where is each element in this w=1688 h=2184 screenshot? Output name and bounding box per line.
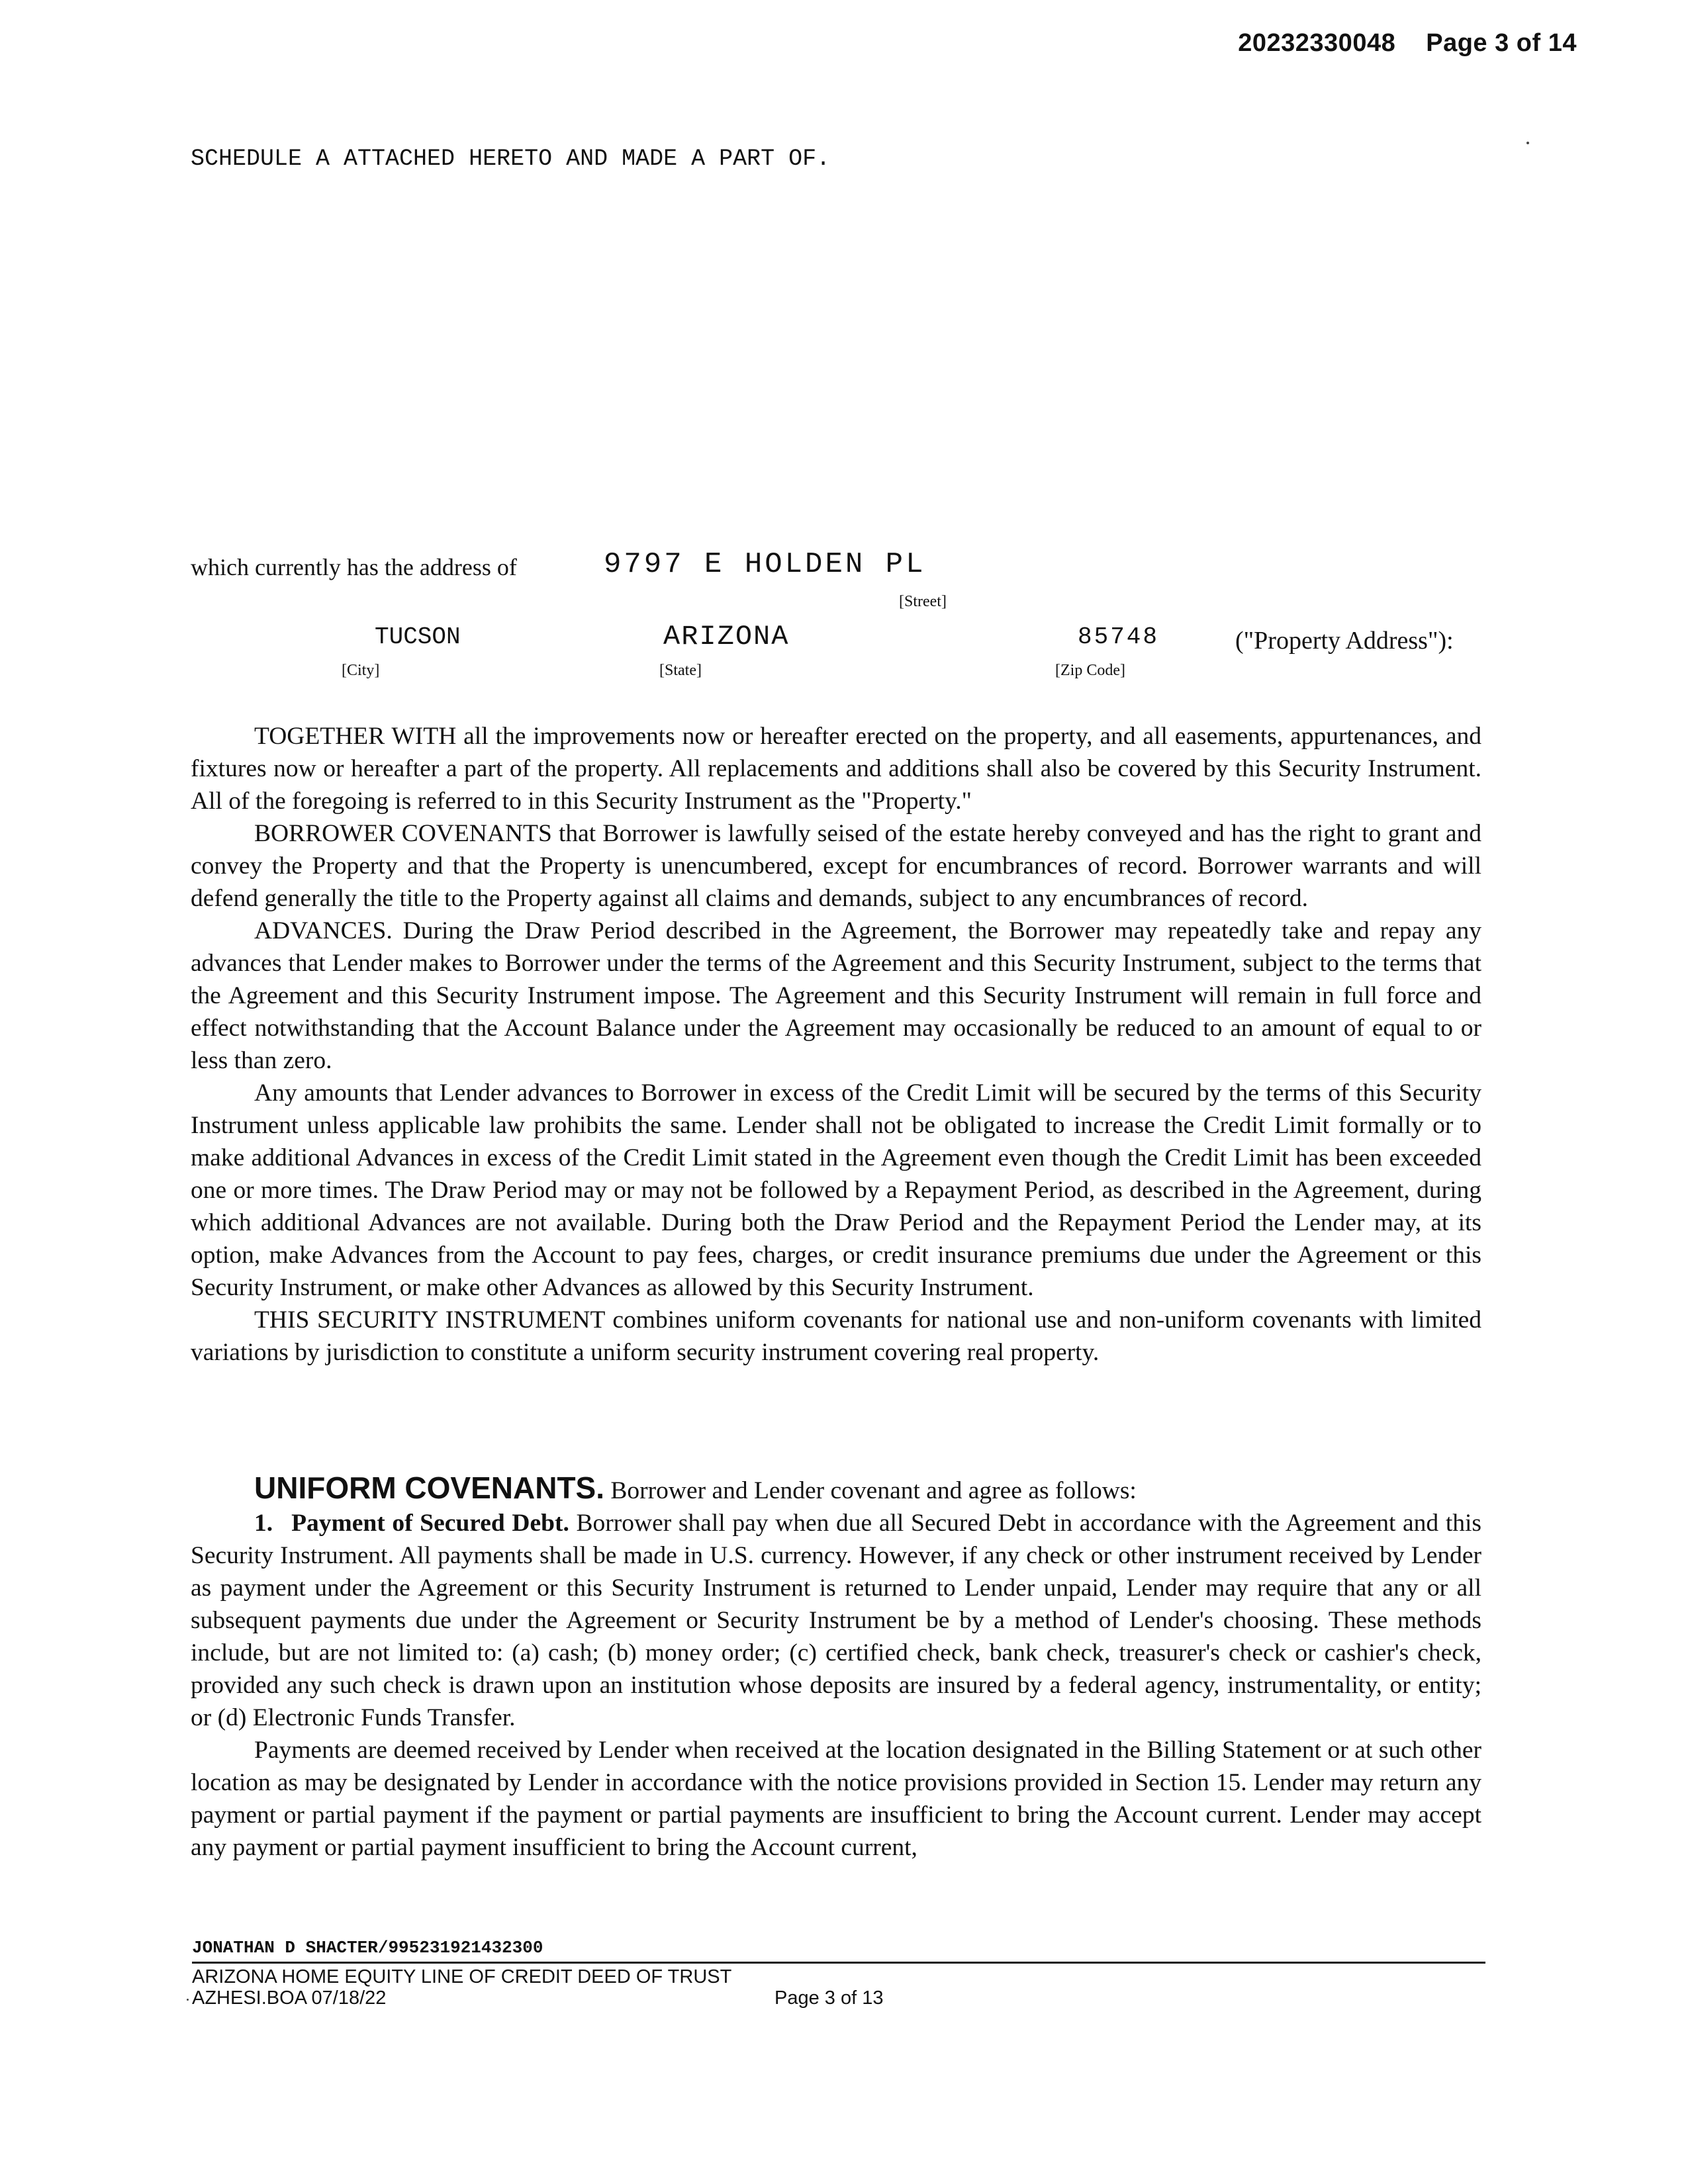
footer-borrower-line: JONATHAN D SHACTER/995231921432300 [192,1938,543,1958]
state-caption: [State] [659,662,702,679]
security-instrument-paragraph: THIS SECURITY INSTRUMENT combines uniform covenants for national use and non-uniform covenants with limited variations by jurisdiction to constitute a uniform security instrument covering real property. [191,1306,1481,1366]
zip-caption: [Zip Code] [1055,662,1125,679]
section-1-number: 1. [254,1510,273,1537]
scan-speck [187,1999,189,2001]
zip-value: 85748 [1078,623,1160,651]
street-caption: [Street] [899,593,947,610]
schedule-line: SCHEDULE A ATTACHED HERETO AND MADE A PART OF. [191,146,831,172]
advances-paragraph: ADVANCES. During the Draw Period described in the Agreement, the Borrower may repeatedly take and repay any advances that Lender makes to Borrower under the terms of the Agreement and this Security Instrument, subject to the terms that the Agreement and this Security Instrument impose. The Agreement and this Security Instrument will remain in full force and effect notwithstanding that the Account Balance under the Agreement may occasionally be reduced to an amount of equal to or less than zero. [191,917,1481,1074]
body-paragraphs [191,720,1481,1369]
section-1-text: Borrower shall pay when due all Secured Debt in accordance with the Agreement and this Security Instrument. All payments shall be made in U.S. currency. However, if any check or other instrument received by Lender as payment under the Agreement or this Security Instrument is returned to Lender unpaid, Lender may require that any or all subsequent payments due under the Agreement or Security Instrument be by a method of Lender's choosing. These methods include, but are not limited to: (a) cash; (b) money order; (c) certified check, bank check, treasurer's check or cashier's check, provided any such check is drawn upon an institution whose deposits are insured by a federal agency, instrumentality, or entity; or (d) Electronic Funds Transfer. [191,1510,1481,1731]
footer-divider [192,1962,1485,1964]
footer-page-label: Page 3 of 13 [774,1987,884,2009]
scan-speck [1526,142,1529,144]
address-lead: which currently has the address of [191,554,517,580]
recording-stamp [1238,29,1577,58]
recording-page-label: Page 3 of 14 [1426,29,1577,57]
city-caption: [City] [342,662,380,679]
section-1-title: Payment of Secured Debt. [291,1510,569,1537]
uniform-covenants-intro: Borrower and Lender covenant and agree as follows: [610,1477,1137,1504]
borrower-covenants-paragraph: BORROWER COVENANTS that Borrower is lawfully seised of the estate hereby conveyed and has the right to grant and convey the Property and that the Property is unencumbered, except for encumbrances of record. Borrower warrants and will defend generally the title to the Property against all claims and demands, subject to any encumbrances of record. [191,820,1481,912]
uniform-covenants-heading: UNIFORM COVENANTS. [254,1471,604,1505]
credit-limit-paragraph: Any amounts that Lender advances to Borrower in excess of the Credit Limit will be secured by the terms of this Security Instrument unless applicable law prohibits the same. Lender shall not be obligated to increase the Credit Limit formally or to make additional Advances in excess of the Credit Limit stated in the Agreement even though the Credit Limit has been exceeded one or more times. The Draw Period may or may not be followed by a Repayment Period, as described in the Agreement, during which additional Advances are not available. During both the Draw Period and the Repayment Period the Lender may, at its option, make Advances from the Account to pay fees, charges, or credit insurance premiums due under the Agreement or this Security Instrument, or make other Advances as allowed by this Security Instrument. [191,1079,1481,1301]
state-value: ARIZONA [663,621,790,653]
payments-received-paragraph: Payments are deemed received by Lender when received at the location designated in the Billing Statement or at such other location as may be designated by Lender in accordance with the notice provisions provided in Section 15. Lender may return any payment or partial payment if the payment or partial payments are insufficient to bring the Account current. Lender may accept any payment or partial payment insufficient to bring the Account current, [191,1737,1481,1861]
property-address-definition: ("Property Address"): [1235,627,1454,655]
uniform-covenants-heading-line [191,1472,1481,1507]
section-1-paragraph [191,1507,1481,1734]
street-value: 9797 E HOLDEN PL [604,548,926,581]
uniform-covenants-section [191,1472,1481,1864]
footer-form-code: AZHESI.BOA 07/18/22 [192,1987,387,2009]
recording-number: 20232330048 [1238,29,1396,57]
together-with-paragraph: TOGETHER WITH all the improvements now or hereafter erected on the property, and all easements, appurtenances, and fixtures now or hereafter a part of the property. All replacements and additions shall also be covered by this Security Instrument. All of the foregoing is referred to in this Security Instrument as the "Property." [191,723,1481,815]
city-value: TUCSON [375,623,461,651]
footer-form-title: ARIZONA HOME EQUITY LINE OF CREDIT DEED OF TRUST [192,1966,732,1987]
